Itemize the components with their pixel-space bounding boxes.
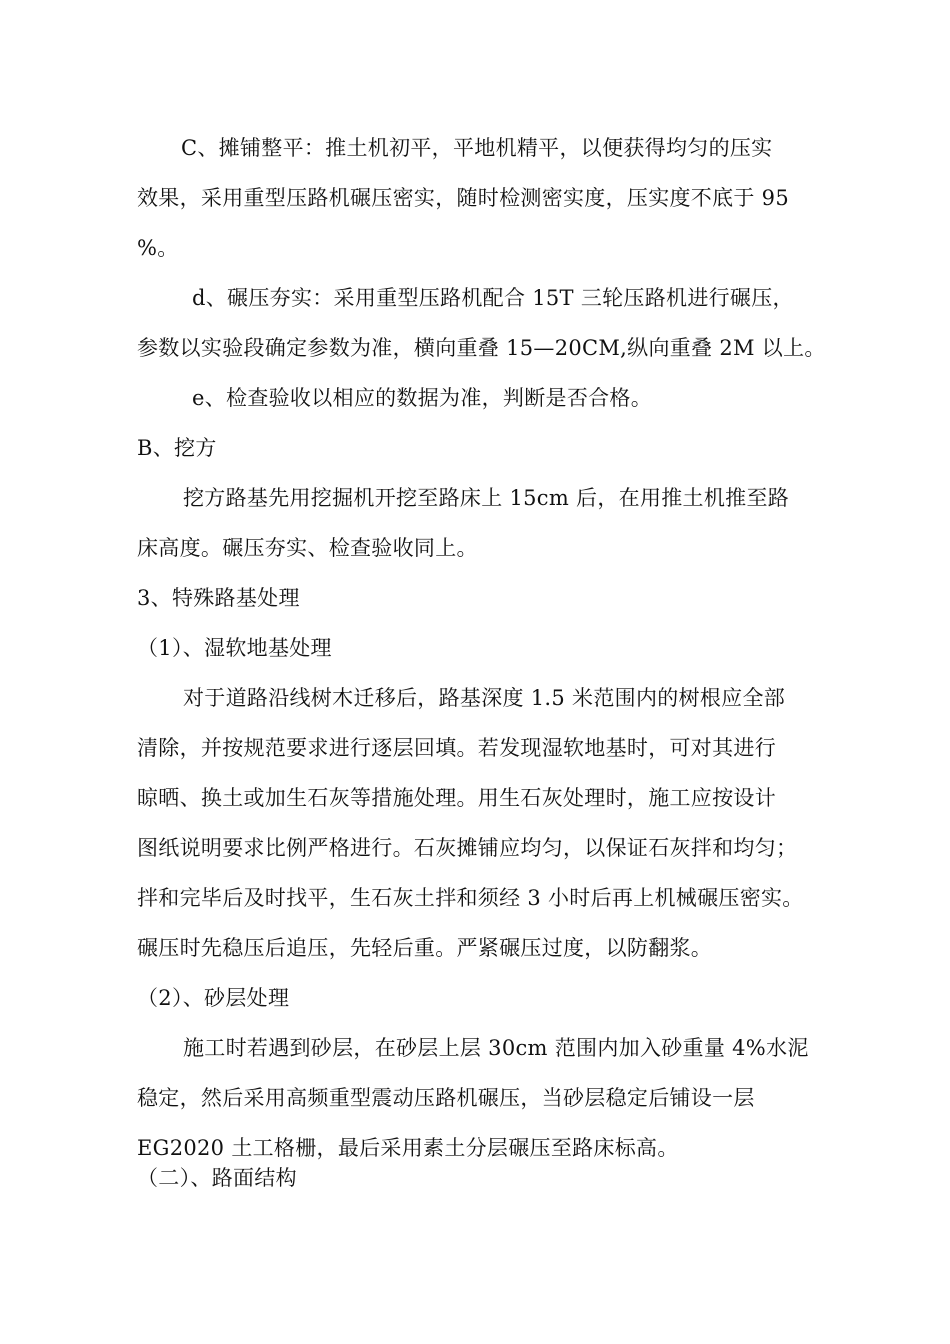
text-line-9: 床高度。碾压夯实、检查验收同上。 [137, 536, 478, 560]
text-line-16: 拌和完毕后及时找平，生石灰土拌和须经 3 小时后再上机械碾压密实。 [137, 886, 804, 910]
section-heading-road-surface: （二）、路面结构 [137, 1166, 297, 1190]
text-line-21: EG2020 土工格栅，最后采用素土分层碾压至路床标高。 [137, 1136, 679, 1160]
section-heading-b: B、挖方 [137, 436, 217, 460]
text-line-17: 碾压时先稳压后追压，先轻后重。严紧碾压过度，以防翻浆。 [137, 936, 713, 960]
text-line-6: e、检查验收以相应的数据为准，判断是否合格。 [192, 386, 653, 410]
text-line-20: 稳定，然后采用高频重型震动压路机碾压，当砂层稳定后铺设一层 [137, 1086, 755, 1110]
text-line-3: %。 [137, 236, 179, 260]
text-line-12: 对于道路沿线树木迁移后，路基深度 1.5 米范围内的树根应全部 [183, 686, 786, 710]
subsection-heading-2: （2）、砂层处理 [137, 986, 290, 1010]
text-line-19: 施工时若遇到砂层，在砂层上层 30cm 范围内加入砂重量 4%水泥 [183, 1036, 809, 1060]
text-line-5: 参数以实验段确定参数为准，横向重叠 15—20CM,纵向重叠 2M 以上。 [137, 336, 826, 360]
section-heading-3: 3、特殊路基处理 [137, 586, 300, 610]
text-line-15: 图纸说明要求比例严格进行。石灰摊铺应均匀，以保证石灰拌和均匀； [137, 836, 798, 860]
text-line-2: 效果，采用重型压路机碾压密实，随时检测密实度，压实度不底于 95 [137, 186, 789, 210]
text-line-13: 清除，并按规范要求进行逐层回填。若发现湿软地基时，可对其进行 [137, 736, 776, 760]
text-line-8: 挖方路基先用挖掘机开挖至路床上 15cm 后，在用推土机推至路 [183, 486, 790, 510]
text-line-4: d、碾压夯实：采用重型压路机配合 15T 三轮压路机进行碾压， [192, 286, 794, 310]
subsection-heading-1: （1）、湿软地基处理 [137, 636, 332, 660]
text-line-14: 晾晒、换土或加生石灰等措施处理。用生石灰处理时，施工应按设计 [137, 786, 776, 810]
text-line-1: C、摊铺整平：推土机初平，平地机精平，以便获得均匀的压实 [181, 136, 773, 160]
